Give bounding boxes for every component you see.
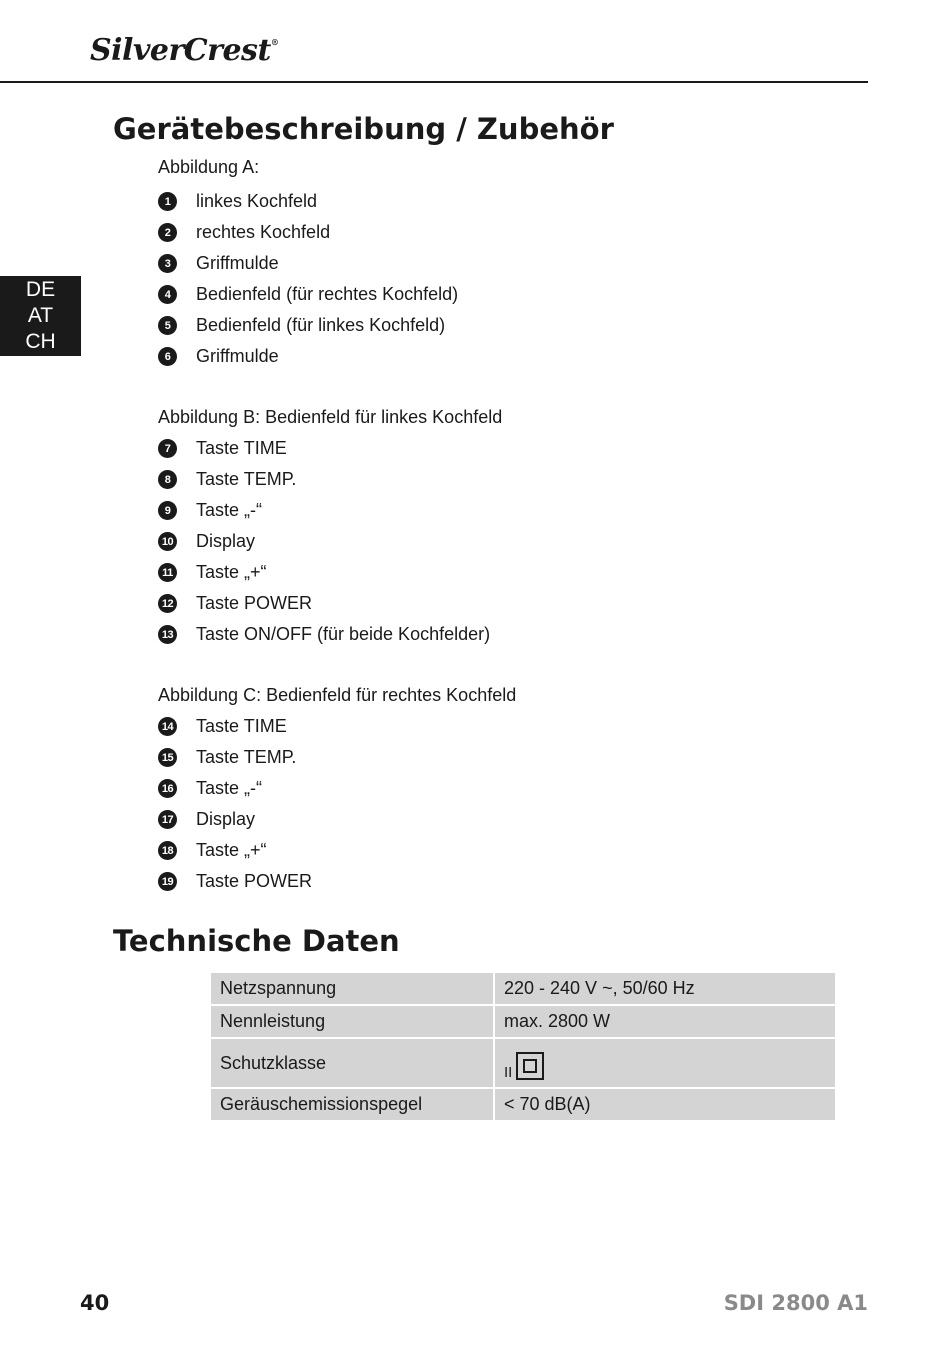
registered-mark: ® <box>270 37 279 47</box>
figure-label: Abbildung C: Bedienfeld für rechtes Kochfeld <box>158 685 517 705</box>
item-text: Taste TIME <box>196 438 287 458</box>
item-number: 1 <box>158 192 177 211</box>
list-item <box>158 469 296 490</box>
list-item <box>158 315 445 336</box>
table-cell-value: 220 - 240 V ~, 50/60 Hz <box>495 973 835 1004</box>
item-number: 5 <box>158 316 177 335</box>
item-number: 15 <box>158 748 177 767</box>
item-text: Taste POWER <box>196 871 313 891</box>
list-item <box>158 531 255 552</box>
item-text: Display <box>196 809 256 829</box>
item-number: 7 <box>158 439 177 458</box>
brand-name: SilverCrest <box>90 33 271 68</box>
table-row <box>211 1006 835 1037</box>
tech-data-table <box>211 973 835 1122</box>
item-text: Bedienfeld (für linkes Kochfeld) <box>196 315 446 335</box>
list-item <box>158 840 267 861</box>
table-cell-label: Netzspannung <box>211 973 493 1004</box>
item-number: 9 <box>158 501 177 520</box>
language-tab <box>0 276 81 356</box>
list-item <box>158 222 330 243</box>
item-number: 14 <box>158 717 177 736</box>
protection-class-numeral: II <box>504 1064 513 1081</box>
item-text: Taste „-“ <box>196 778 263 798</box>
item-text: Bedienfeld (für rechtes Kochfeld) <box>196 284 459 304</box>
item-number: 18 <box>158 841 177 860</box>
item-number: 4 <box>158 285 177 304</box>
item-text: Taste „-“ <box>196 500 263 520</box>
item-text: Griffmulde <box>196 253 279 273</box>
language-code: CH <box>25 330 56 353</box>
double-insulation-inner-square <box>523 1059 537 1073</box>
table-row <box>211 1089 835 1120</box>
item-number: 12 <box>158 594 177 613</box>
item-number: 2 <box>158 223 177 242</box>
table-cell-label: Nennleistung <box>211 1006 493 1037</box>
item-text: Taste TEMP. <box>196 469 297 489</box>
figure-label: Abbildung A: <box>158 157 260 177</box>
table-cell-value <box>495 1039 835 1087</box>
table-cell-label: Schutzklasse <box>211 1039 493 1087</box>
item-text: Taste „+“ <box>196 840 267 860</box>
section-title: Technische Daten <box>113 924 400 958</box>
list-item <box>158 624 490 645</box>
list-item <box>158 500 262 521</box>
list-item <box>158 562 267 583</box>
item-number: 3 <box>158 254 177 273</box>
item-number: 13 <box>158 625 177 644</box>
table-cell-label: Geräuschemissionspegel <box>211 1089 493 1120</box>
item-text: Display <box>196 531 256 551</box>
item-number: 10 <box>158 532 177 551</box>
language-code: DE <box>25 278 56 301</box>
header-rule <box>0 81 868 83</box>
list-item <box>158 809 255 830</box>
item-number: 8 <box>158 470 177 489</box>
list-item <box>158 871 312 892</box>
item-text: Taste TIME <box>196 716 287 736</box>
list-item <box>158 253 279 274</box>
item-number: 19 <box>158 872 177 891</box>
page-number: 40 <box>80 1291 110 1315</box>
list-item <box>158 716 287 737</box>
item-text: Taste „+“ <box>196 562 267 582</box>
item-number: 6 <box>158 347 177 366</box>
list-item <box>158 438 287 459</box>
list-item <box>158 191 317 212</box>
figure-label: Abbildung B: Bedienfeld für linkes Kochfeld <box>158 407 503 427</box>
list-item <box>158 593 312 614</box>
list-item <box>158 747 296 768</box>
model-number: SDI 2800 A1 <box>723 1291 868 1315</box>
item-number: 16 <box>158 779 177 798</box>
table-cell-value: max. 2800 W <box>495 1006 835 1037</box>
double-insulation-icon <box>516 1052 544 1080</box>
item-text: Taste TEMP. <box>196 747 297 767</box>
table-cell-value: < 70 dB(A) <box>495 1089 835 1120</box>
table-row <box>211 973 835 1004</box>
item-number: 17 <box>158 810 177 829</box>
table-row <box>211 1039 835 1087</box>
list-item <box>158 346 279 367</box>
item-number: 11 <box>158 563 177 582</box>
brand-logo <box>90 33 278 68</box>
item-text: rechtes Kochfeld <box>196 222 331 242</box>
protection-class-symbol <box>504 1046 544 1080</box>
list-item <box>158 778 262 799</box>
item-text: Griffmulde <box>196 346 279 366</box>
item-text: linkes Kochfeld <box>196 191 318 211</box>
item-text: Taste POWER <box>196 593 313 613</box>
list-item <box>158 284 458 305</box>
item-text: Taste ON/OFF (für beide Kochfelder) <box>196 624 491 644</box>
language-code: AT <box>27 304 54 327</box>
section-title: Gerätebeschreibung / Zubehör <box>113 112 614 146</box>
